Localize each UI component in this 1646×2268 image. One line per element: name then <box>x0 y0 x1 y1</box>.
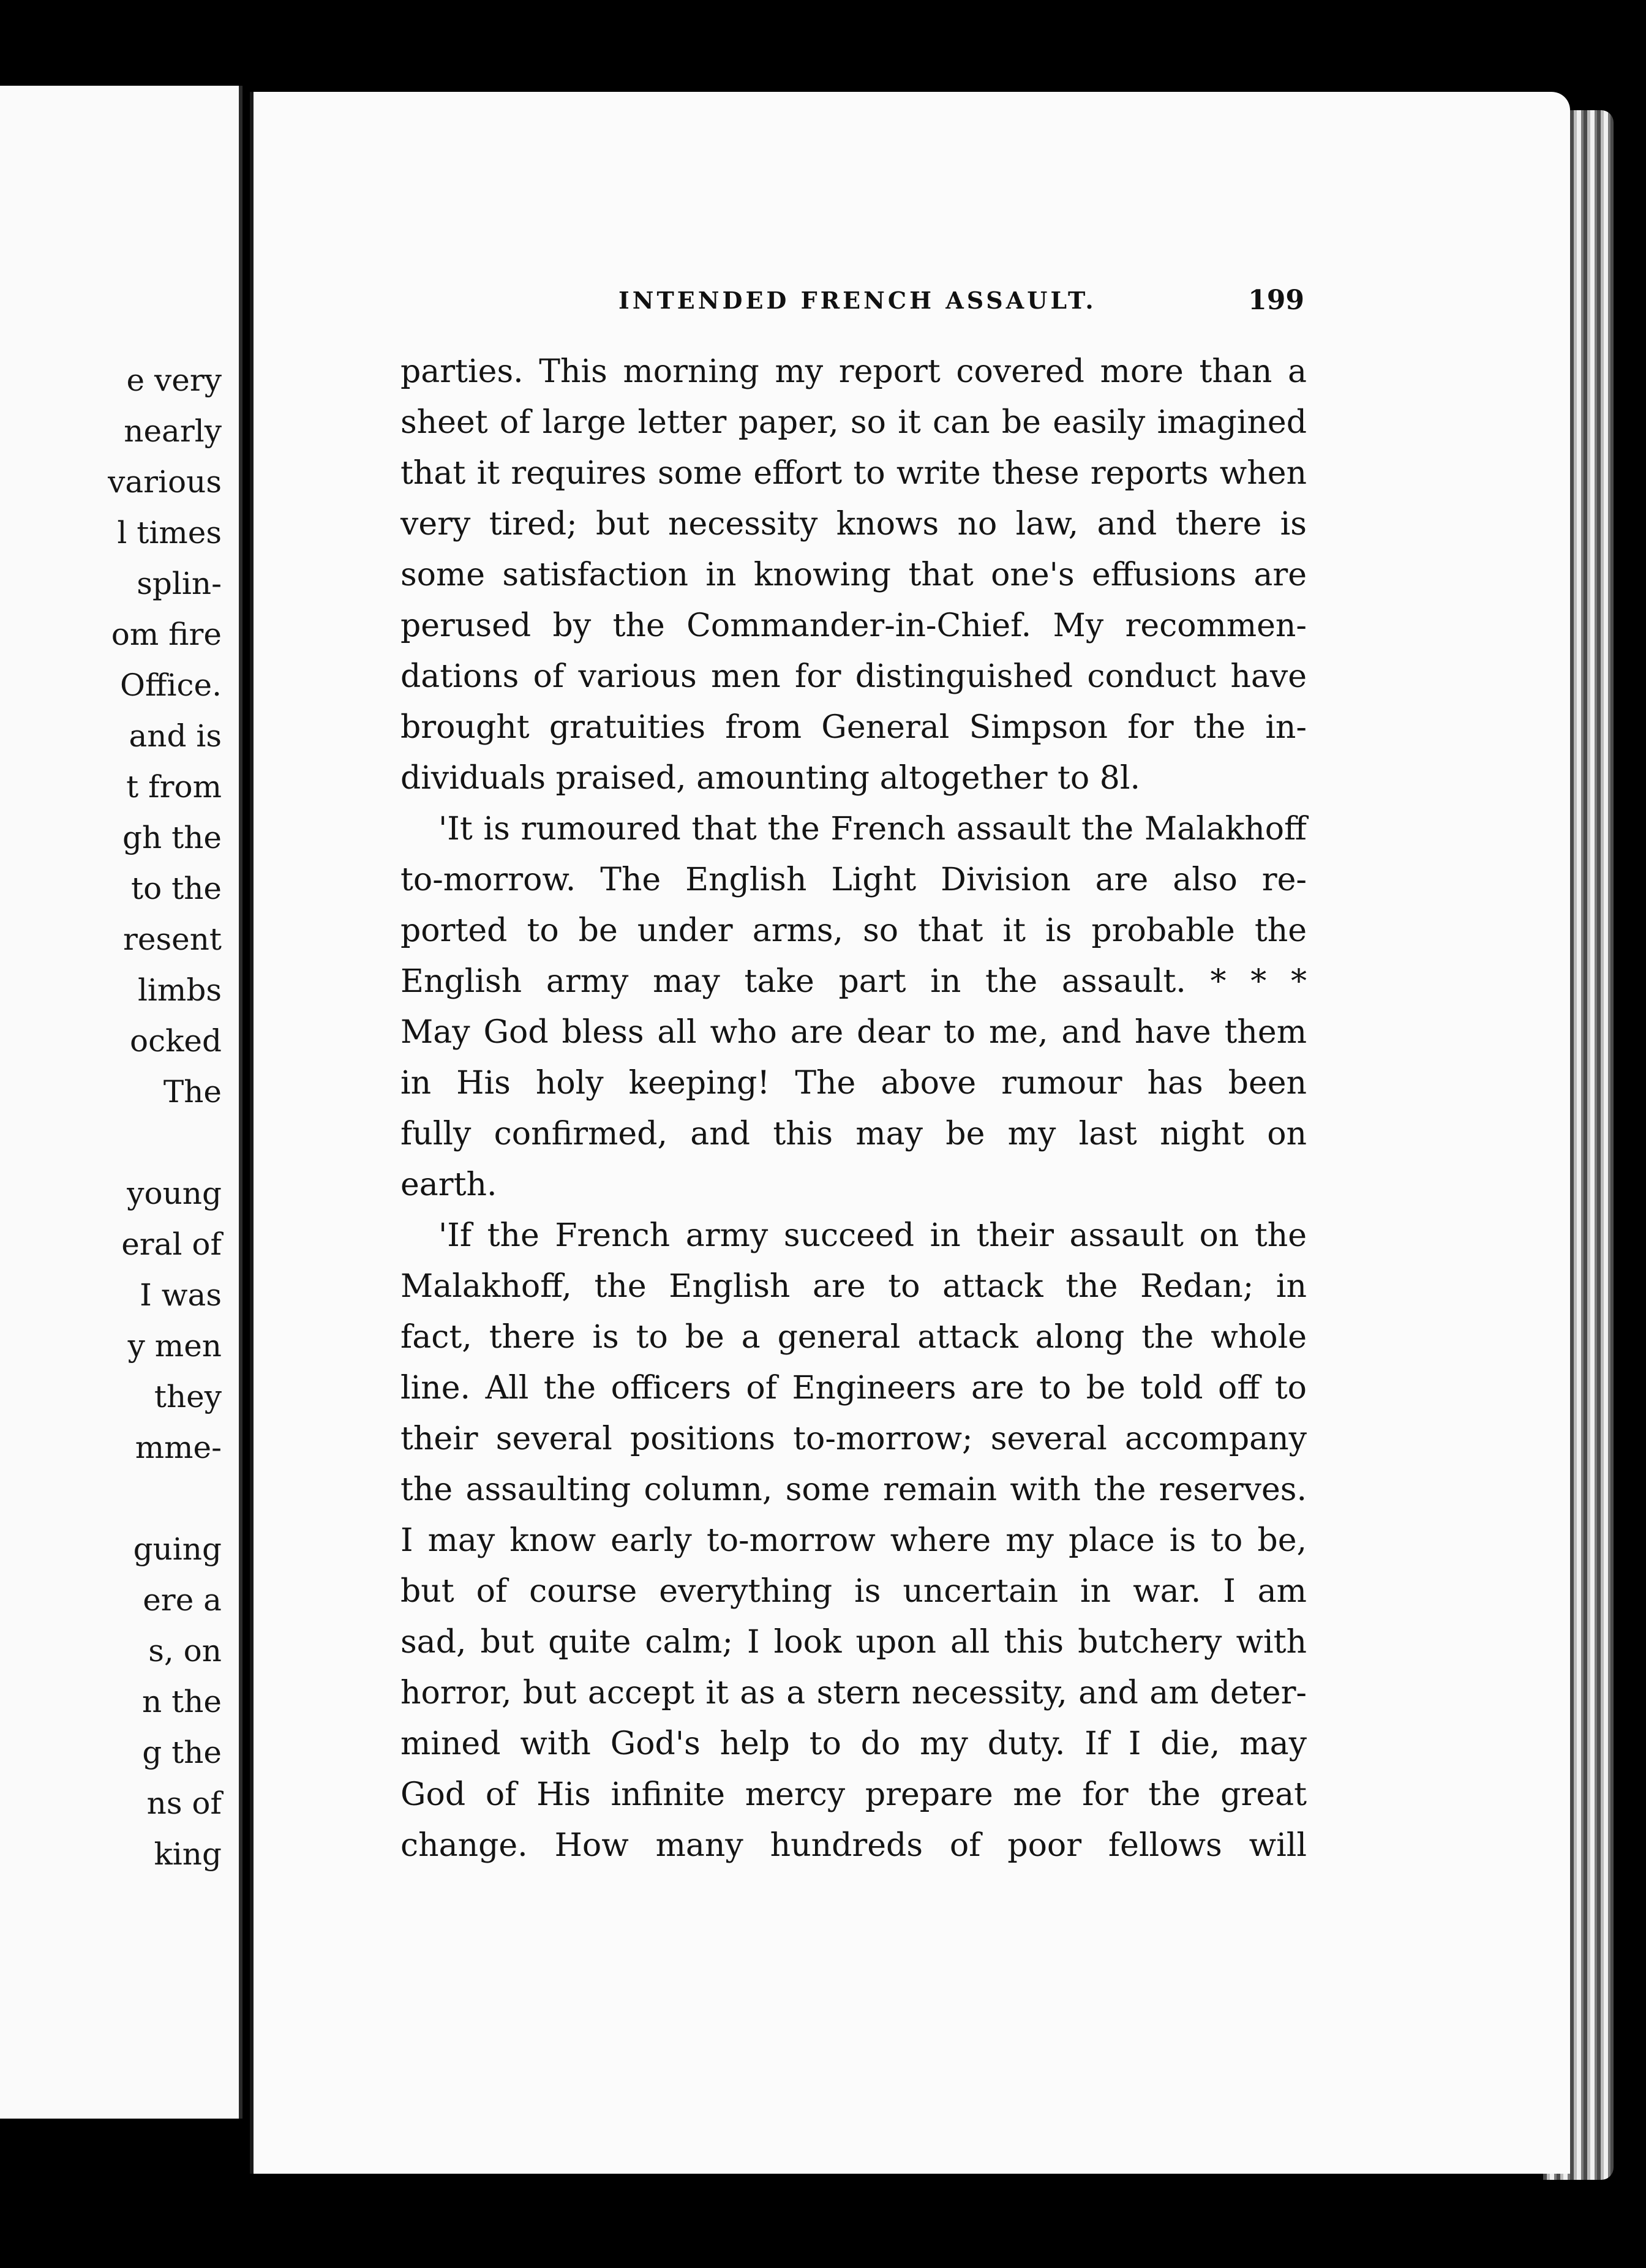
left-line: t from <box>126 769 222 805</box>
left-line: l times <box>117 515 222 550</box>
left-line <box>1 1473 222 1524</box>
text-line: fully confirmed, and this may be my last night on <box>400 1116 1307 1152</box>
left-line: g the <box>142 1735 222 1770</box>
left-line <box>1 1117 222 1168</box>
left-line: resent <box>122 922 222 957</box>
text-line: mined with God's help to do my duty. If I die, may <box>400 1725 1307 1762</box>
left-line: nearly <box>124 413 222 449</box>
left-line: ere a <box>143 1582 222 1618</box>
left-line: y men <box>127 1328 222 1364</box>
left-line: they <box>154 1379 222 1414</box>
text-line: the assaulting column, some remain with the reserves. <box>400 1471 1307 1508</box>
text-line: in His holy keeping! The above rumour has been <box>400 1065 1307 1102</box>
text-line: their several positions to-morrow; several accompany <box>400 1421 1307 1457</box>
left-line: various <box>108 464 222 500</box>
left-line: e very <box>126 362 222 398</box>
text-line: to-morrow. The English Light Division are also re- <box>400 862 1307 898</box>
text-line: brought gratuities from General Simpson for the in- <box>400 709 1307 746</box>
running-head: INTENDED FRENCH ASSAULT. <box>618 287 1097 314</box>
text-line: sheet of large letter paper, so it can be easily imagined <box>400 404 1307 441</box>
text-line: dividuals praised, amounting altogether to 8l. <box>400 760 1140 797</box>
text-line: some satisfaction in knowing that one's effusions are <box>400 557 1307 593</box>
left-line: and is <box>129 718 222 754</box>
text-line: English army may take part in the assault. * * * <box>400 963 1307 1000</box>
left-line: eral of <box>121 1226 222 1262</box>
left-page <box>0 86 242 2119</box>
text-line: 'It is rumoured that the French assault the Malakhoff <box>438 811 1307 847</box>
left-line: ocked <box>130 1023 222 1059</box>
text-line: sad, but quite calm; I look upon all this butchery with <box>400 1624 1307 1661</box>
left-page-text <box>1 355 222 1880</box>
left-line: n the <box>142 1684 222 1719</box>
text-line: God of His infinite mercy prepare me for the great <box>400 1776 1307 1813</box>
text-line: that it requires some effort to write these reports when <box>400 455 1307 492</box>
text-line: but of course everything is uncertain in war. I am <box>400 1573 1307 1610</box>
text-line: May God bless all who are dear to me, and have them <box>400 1014 1307 1051</box>
left-line: gh the <box>122 820 222 855</box>
text-line: very tired; but necessity knows no law, and there is <box>400 506 1307 543</box>
text-line: horror, but accept it as a stern necessity, and am deter- <box>400 1675 1307 1711</box>
text-line: I may know early to-morrow where my place is to be, <box>400 1522 1307 1559</box>
page-number: 199 <box>1248 285 1304 316</box>
text-line: Malakhoff, the English are to attack the Redan; in <box>400 1268 1307 1305</box>
text-line: change. How many hundreds of poor fellows will <box>400 1827 1307 1864</box>
left-line: mme- <box>135 1430 222 1465</box>
text-line: fact, there is to be a general attack along the whole <box>400 1319 1307 1356</box>
text-line: 'If the French army succeed in their assault on the <box>438 1217 1307 1254</box>
text-line: dations of various men for distinguished conduct have <box>400 658 1307 695</box>
left-line: to the <box>131 871 222 906</box>
text-line: perused by the Commander-in-Chief. My recommen- <box>400 607 1307 644</box>
left-line: The <box>163 1074 222 1110</box>
text-line: parties. This morning my report covered more than a <box>400 353 1307 390</box>
text-line: line. All the officers of Engineers are to be told off to <box>400 1370 1307 1406</box>
left-line: s, on <box>148 1633 222 1669</box>
left-line: Office. <box>120 667 222 703</box>
left-line: guing <box>133 1531 222 1567</box>
left-line: young <box>127 1176 222 1211</box>
left-line: ns of <box>146 1785 222 1821</box>
body-text <box>400 347 1307 1871</box>
left-line: om fire <box>111 617 222 652</box>
page-header <box>618 279 1304 322</box>
text-line: earth. <box>400 1166 497 1203</box>
left-line: I was <box>140 1277 222 1313</box>
left-line: splin- <box>137 566 222 601</box>
left-line: limbs <box>137 972 222 1008</box>
text-line: ported to be under arms, so that it is probable the <box>400 912 1307 949</box>
left-line: king <box>154 1836 222 1872</box>
